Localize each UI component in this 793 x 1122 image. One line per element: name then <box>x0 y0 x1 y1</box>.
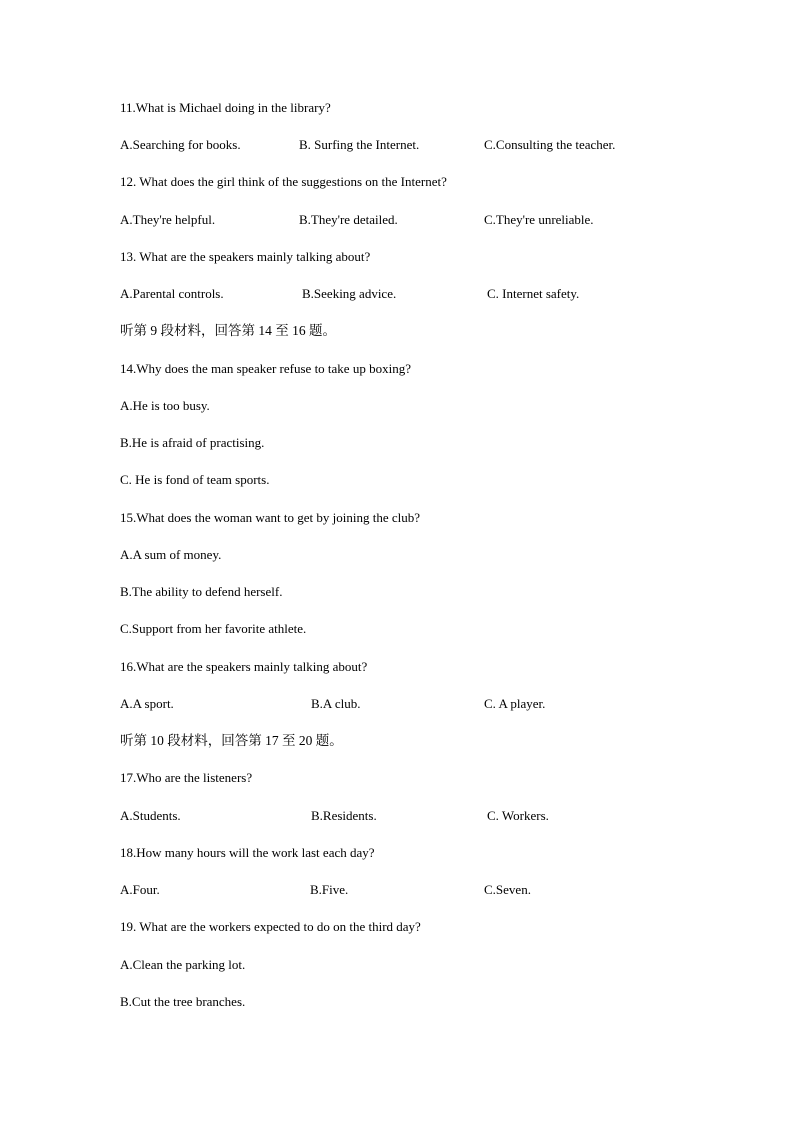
q11-option-b: B. Surfing the Internet. <box>299 137 420 152</box>
q19-option-a: A.Clean the parking lot. <box>120 957 246 972</box>
q18-option-b: B.Five. <box>310 882 349 897</box>
q19-option-b: B.Cut the tree branches. <box>120 994 246 1009</box>
question-15: 15.What does the woman want to get by joining the club? <box>120 510 421 525</box>
question-16: 16.What are the speakers mainly talking about? <box>120 659 368 674</box>
question-12: 12. What does the girl think of the suggestions on the Internet? <box>120 174 447 189</box>
q11-option-a: A.Searching for books. <box>120 137 241 152</box>
question-18: 18.How many hours will the work last each day? <box>120 845 375 860</box>
q17-option-c: C. Workers. <box>487 808 549 823</box>
q12-option-c: C.They're unreliable. <box>484 212 594 227</box>
q17-option-a: A.Students. <box>120 808 181 823</box>
q12-option-a: A.They're helpful. <box>120 212 216 227</box>
q15-option-c: C.Support from her favorite athlete. <box>120 621 307 636</box>
q14-option-b: B.He is afraid of practising. <box>120 435 265 450</box>
q15-option-b: B.The ability to defend herself. <box>120 584 283 599</box>
q11-option-c: C.Consulting the teacher. <box>484 137 616 152</box>
question-14: 14.Why does the man speaker refuse to take up boxing? <box>120 361 411 376</box>
q14-option-c: C. He is fond of team sports. <box>120 472 270 487</box>
q13-option-a: A.Parental controls. <box>120 286 224 301</box>
section-9-heading: 听第 9 段材料，回答第 14 至 16 题。 <box>120 323 336 338</box>
q16-option-b: B.A club. <box>311 696 361 711</box>
q17-option-b: B.Residents. <box>311 808 377 823</box>
question-17: 17.Who are the listeners? <box>120 770 253 785</box>
q13-option-c: C. Internet safety. <box>487 286 580 301</box>
q13-option-b: B.Seeking advice. <box>302 286 397 301</box>
q18-option-c: C.Seven. <box>484 882 531 897</box>
q16-option-c: C. A player. <box>484 696 546 711</box>
q16-option-a: A.A sport. <box>120 696 174 711</box>
question-11: 11.What is Michael doing in the library? <box>120 100 331 115</box>
question-19: 19. What are the workers expected to do on the third day? <box>120 919 421 934</box>
section-10-heading: 听第 10 段材料，回答第 17 至 20 题。 <box>120 733 343 748</box>
q15-option-a: A.A sum of money. <box>120 547 222 562</box>
q12-option-b: B.They're detailed. <box>299 212 398 227</box>
question-13: 13. What are the speakers mainly talking about? <box>120 249 371 264</box>
q14-option-a: A.He is too busy. <box>120 398 210 413</box>
q18-option-a: A.Four. <box>120 882 160 897</box>
